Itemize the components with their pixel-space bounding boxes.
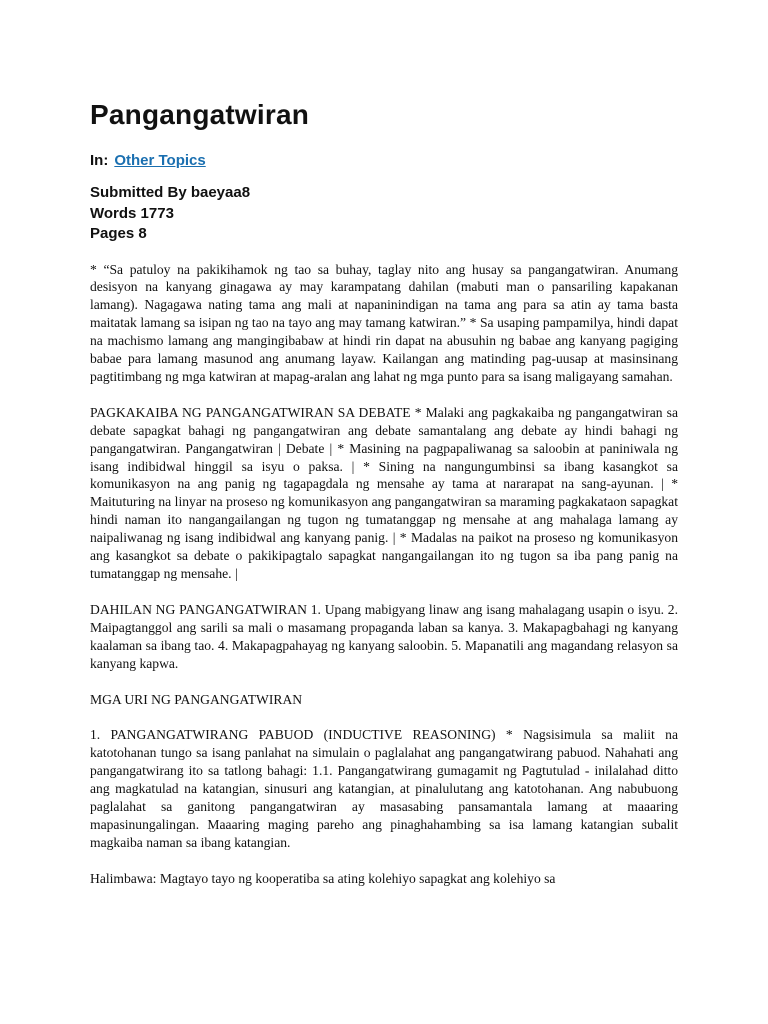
document-body [90,261,678,888]
category-link[interactable]: Other Topics [114,152,206,169]
category-label: In: [90,152,109,169]
paragraph: PAGKAKAIBA NG PANGANGATWIRAN SA DEBATE * Malaki ang pagkakaiba ng pangangatwiran sa debate sapagkat bahagi ng pangangatwiran ang debate samantalang ang debate ay hindi bahagi ng pangangatwiran. Pangangatwiran | Debate | * Masining na pagpapaliwanag sa saloobin at paniniwala ng isang indibidwal hinggil sa isyu o paksa. | * Sining na nangungumbinsi sa ibang kasangkot sa komunikasyon na ang panig ng tagapagdala ng mensahe ay tama at nararapat na sang-ayunan. | * Maituturing na linyar na proseso ng komunikasyon ang pangangatwiran sa maraming pagkakataon sapagkat hindi naman ito nangangailangan ng tugon ng tumatanggap ng mensahe at ang mahalaga lamang ay naipaliwanag ng isang indibidwal ang kanyang panig. | * Madalas na paikot na proseso ng komunikasyon ang kasangkot sa debate o pakikipagtalo sapagkat nangangailangan ito ng tugon sa iba pang panig na tumatanggap ng mensahe. | [90,404,678,581]
document-page [90,0,678,906]
section-heading: MGA URI NG PANGANGATWIRAN [90,691,303,707]
paragraph: * “Sa patuloy na pakikihamok ng tao sa buhay, taglay nito ang husay sa pangangatwiran. Anumang desisyon na kanyang ginagawa ay may karampatang dahilan (mabuti man o pansariling kapakanan lamang). Nagagawa nating tama ang mali at napaninindigan na tama ang para sa atin ay tama basta maitatak lamang sa isipan ng tao na tayo ang may tamang katwiran.” * Sa usaping pampamilya, hindi dapat na machismo lamang ang mangingibabaw at hindi rin dapat na abusuhin ng babae ang kanyang pagiging babae para lamang masunod ang anumang layaw. Kailangan ang matinding pag-uusap at masinsinang pagtitimbang ng mga katwiran at mapag-aralan ang lahat ng mga punto para sa isang maligayang samahan. [90,261,678,384]
document-title: Pangangatwiran [90,99,310,130]
submitted-by: Submitted By baeyaa8 [90,184,251,201]
document-meta [90,183,678,245]
paragraph: DAHILAN NG PANGANGATWIRAN 1. Upang mabigyang linaw ang isang mahalagang usapin o isyu. 2. Maipagtanggol ang sarili sa mali o masamang propaganda laban sa kanya. 3. Makapagbahagi ng kanyang kaalaman sa ibang tao. 4. Makapagpahayag ng kanyang saloobin. 5. Mapanatili ang magandang relasyon sa kanyang kapwa. [90,601,678,671]
paragraph: 1. PANGANGATWIRANG PABUOD (INDUCTIVE REASONING) * Nagsisimula sa maliit na katotohanan tungo sa isang panlahat na simulain o paglalahat ang pangangatwirang pabuod. Nahahati ang pangangatwirang ito sa tatlong bahagi: 1.1. Pangangatwirang gumagamit ng Pagtutulad - inilalahad ditto ang magkatulad na katangian, sinusuri ang katangian, at pinalulutang ang katotohanan. Ang nabubuong paglalahat sa ganitong pangangatwiran ay masasabing pansamantala lamang at maaaring mapasinungalingan. Maaaring maging pareho ang pinaghahambing sa isa lamang katangian subalit magkaiba naman sa ibang katangian. [90,727,678,850]
word-count: Words 1773 [90,204,174,222]
category-line [90,151,678,171]
paragraph: Halimbawa: Magtayo tayo ng kooperatiba sa ating kolehiyo sapagkat ang kolehiyo sa [90,870,556,886]
page-count: Pages 8 [90,225,147,242]
